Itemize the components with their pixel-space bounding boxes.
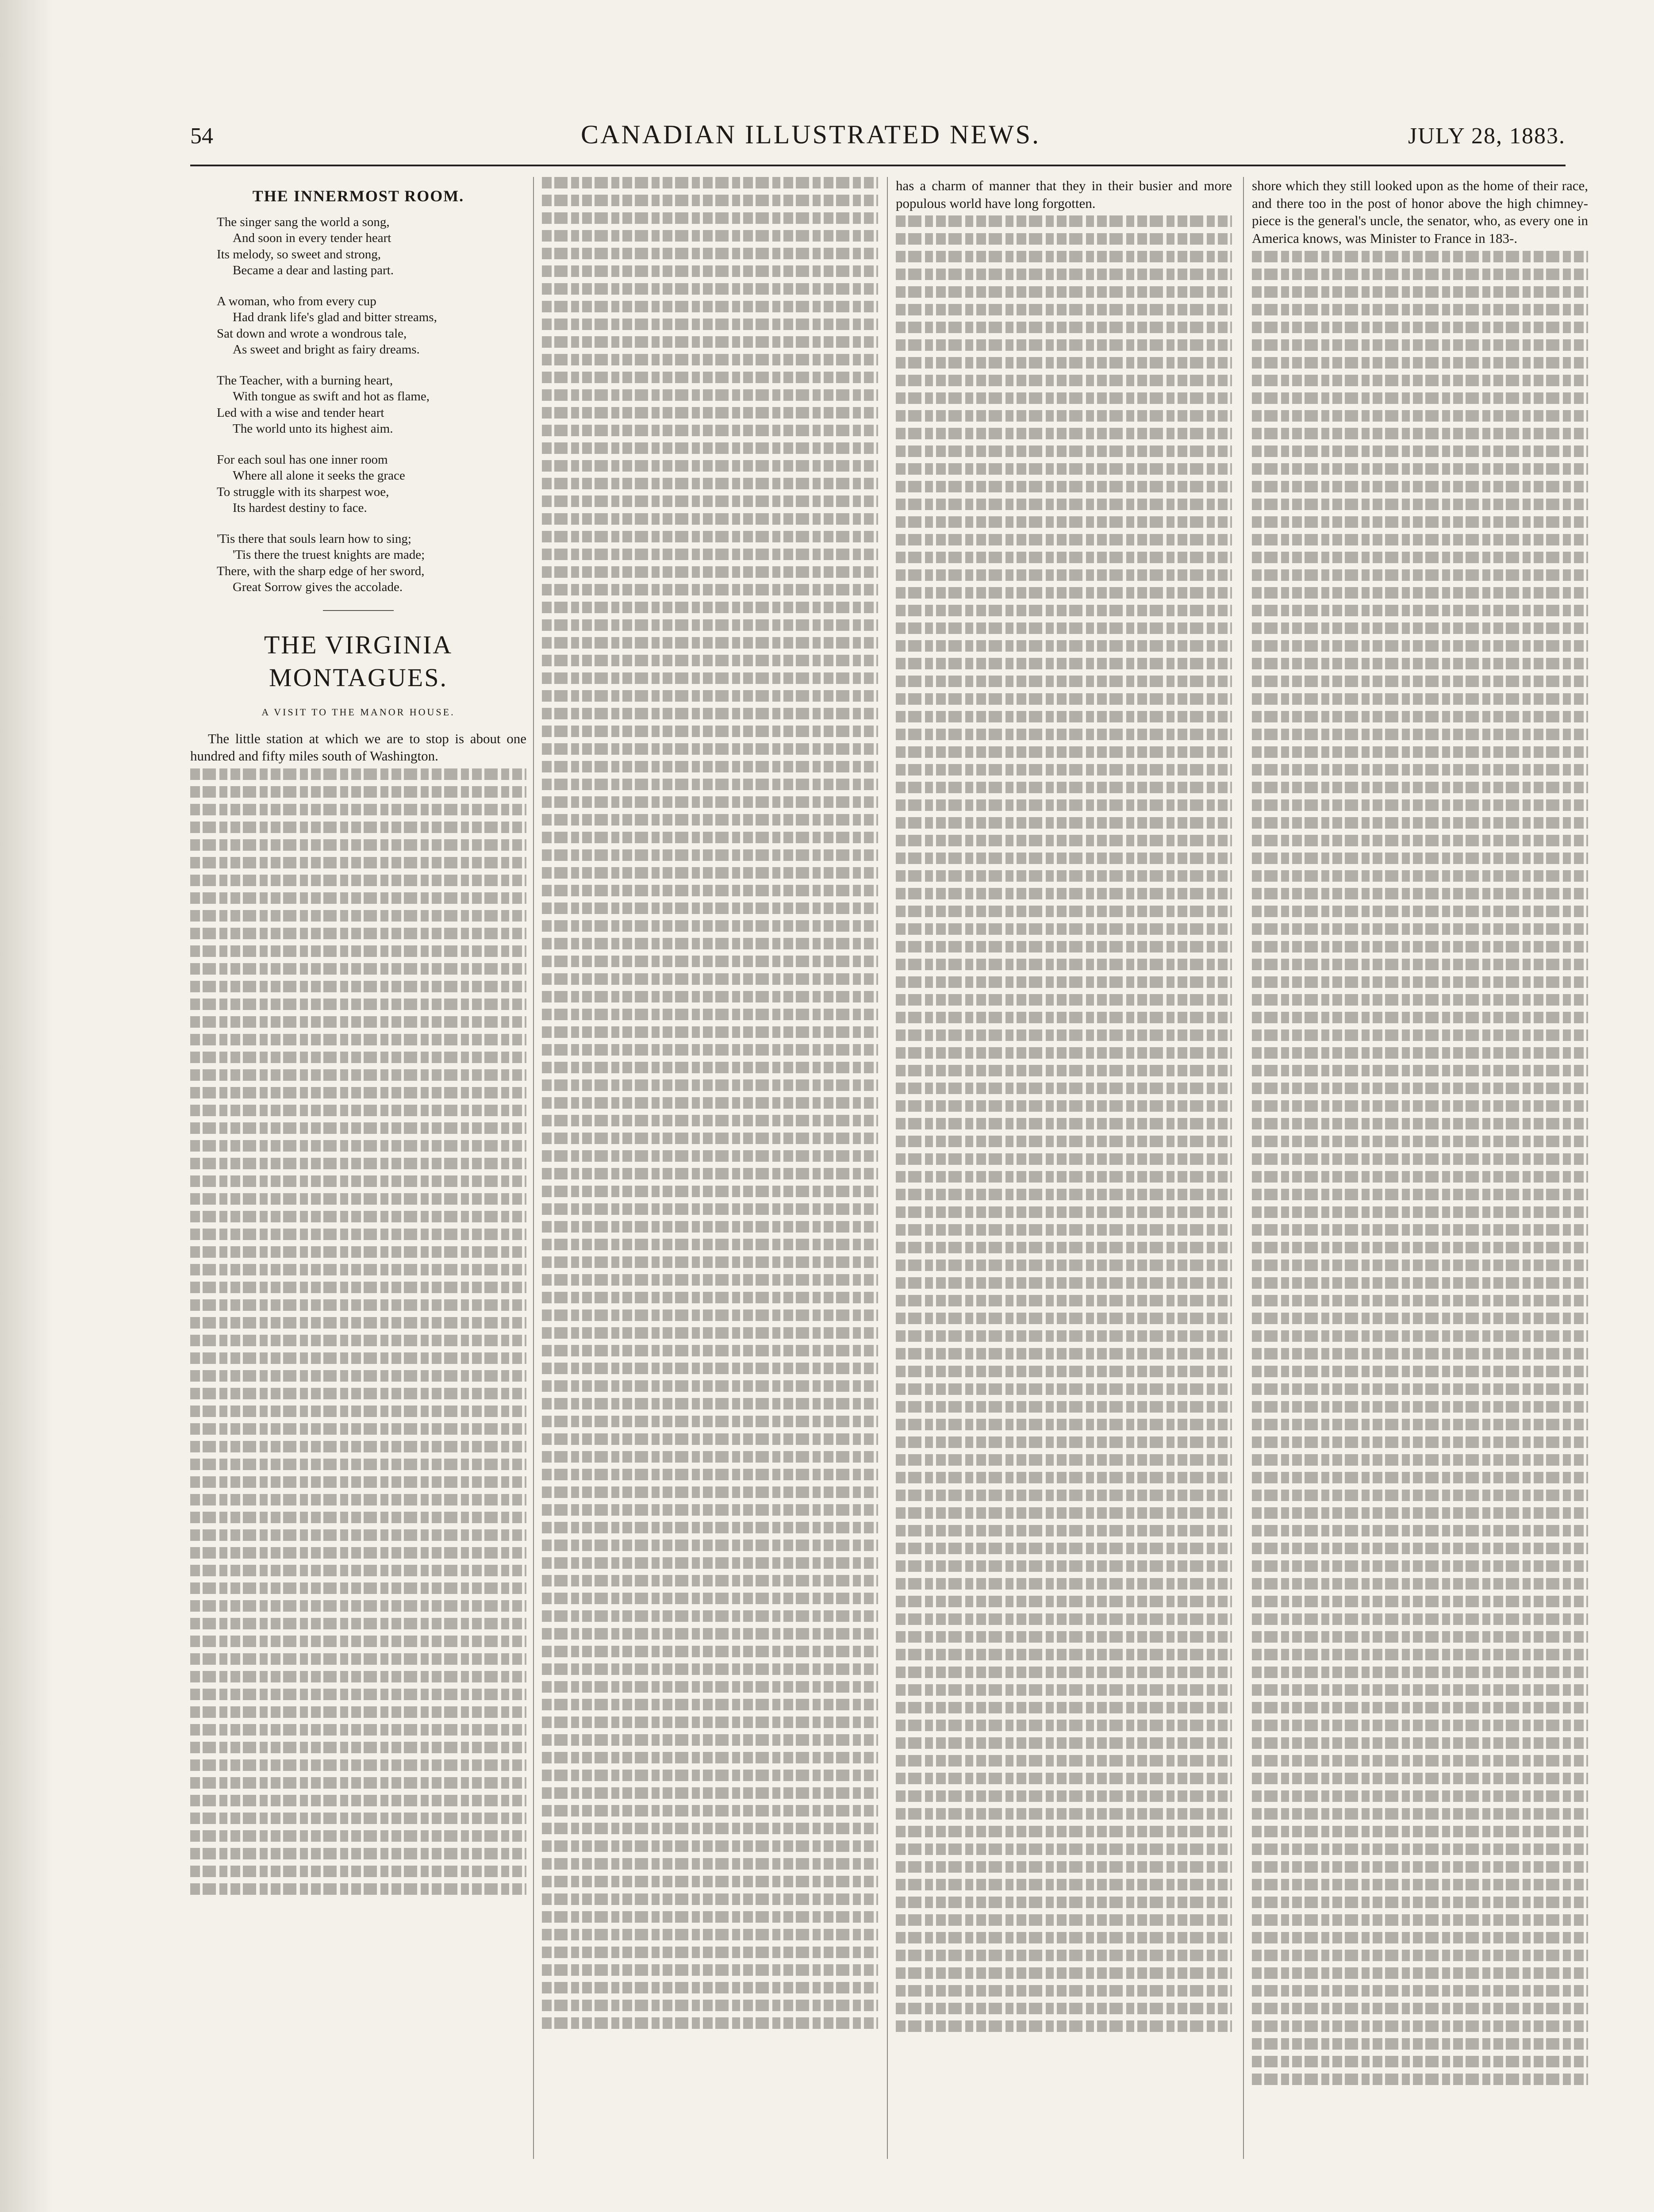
poem-stanza — [217, 452, 526, 516]
poem-line: With tongue as swift and hot as flame, — [233, 389, 430, 404]
poem-line: The world unto its highest aim. — [233, 421, 393, 436]
poem-stanza — [217, 214, 526, 278]
poem-line: Its hardest destiny to face. — [233, 500, 367, 515]
article-body-text — [542, 177, 878, 2029]
article-body-text — [1252, 251, 1588, 2085]
column-1 — [190, 177, 526, 2159]
article-paragraph: has a charm of manner that they in their busier and more populous world have long forgotten. — [896, 178, 1232, 211]
poem-stanza — [217, 531, 526, 595]
masthead: CANADIAN ILLUSTRATED NEWS. — [581, 120, 1040, 149]
column-2 — [542, 177, 878, 2159]
article-paragraph: shore which they still looked upon as the home of their race, and there too in the post of honor above the high chimney-piece is the general's uncle, the senator, who, as every one in America knows, was Minister to France in 183-. — [1252, 178, 1588, 246]
article-body-text — [896, 215, 1232, 2032]
poem-stanza — [217, 293, 526, 357]
poem-line: There, with the sharp edge of her sword, — [217, 564, 425, 578]
column-4 — [1252, 177, 1588, 2159]
page-header — [190, 119, 1566, 159]
poem-line: Became a dear and lasting part. — [233, 263, 394, 277]
article-body-text — [190, 768, 526, 1895]
poem-line: Great Sorrow gives the accolade. — [233, 580, 403, 594]
poem-line: 'Tis there that souls learn how to sing; — [217, 532, 411, 546]
article-subtitle: A VISIT TO THE MANOR HOUSE. — [261, 706, 455, 718]
column-separator — [887, 177, 888, 2159]
poem-line: The Teacher, with a burning heart, — [217, 373, 393, 388]
page-gutter-shadow — [0, 0, 53, 2212]
poem-line: And soon in every tender heart — [233, 231, 391, 246]
poem-line: The singer sang the world a song, — [217, 215, 390, 230]
column-separator — [1243, 177, 1244, 2159]
poem-line: Sat down and wrote a wondrous tale, — [217, 326, 407, 341]
column-separator — [533, 177, 534, 2159]
column-3 — [896, 177, 1232, 2159]
poem-line: 'Tis there the truest knights are made; — [233, 548, 425, 562]
article-paragraph: The little station at which we are to stop is about one hundred and fifty miles south of Washington. — [190, 730, 526, 764]
poem-line: For each soul has one inner room — [217, 453, 388, 467]
poem-stanza — [217, 373, 526, 437]
header-rule — [190, 165, 1566, 166]
poem-line: A woman, who from every cup — [217, 294, 376, 309]
article-title: THE VIRGINIA MONTAGUES. — [264, 630, 453, 692]
poem-line: Had drank life's glad and bitter streams, — [233, 310, 437, 325]
page-number: 54 — [190, 123, 213, 149]
poem-line: Where all alone it seeks the grace — [233, 469, 405, 483]
issue-date: JULY 28, 1883. — [1408, 123, 1566, 149]
section-divider — [323, 610, 394, 611]
poem-line: As sweet and bright as fairy dreams. — [233, 342, 420, 357]
poem-line: Its melody, so sweet and strong, — [217, 247, 381, 261]
poem-line: Led with a wise and tender heart — [217, 405, 384, 420]
poem-line: To struggle with its sharpest woe, — [217, 484, 389, 499]
poem-title: THE INNERMOST ROOM. — [252, 187, 464, 205]
